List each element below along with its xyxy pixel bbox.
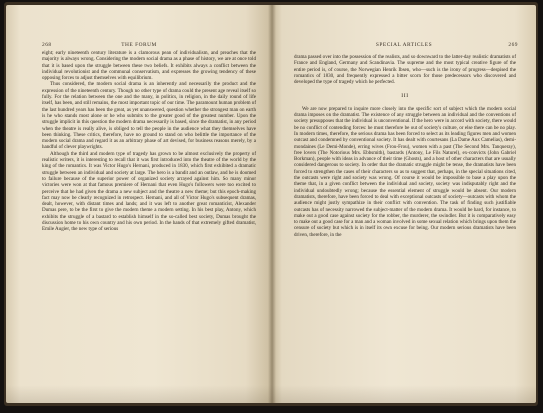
page-shadow [272,385,536,403]
open-book [4,2,538,406]
paragraph: drama passed over into the possession of the realists, and so downward to the latter-day realistic dramatists of France and England, Germany and Scandinavia. The supreme and the most typical creative figure of the entire period is, of course, the Norwegian Henrik Ibsen, who—such is the irony of progress—despised the romantics of 1830, and frequently expressed a bitter scorn for those predecessors who discovered and developed the type of tragedy which he perfected. [294,54,516,86]
left-page [6,5,272,403]
right-page-body [294,54,516,238]
section-heading: III [401,93,409,100]
left-page-number: 268 [42,42,52,48]
paragraph: Thus considered, the modern social drama is an inherently and necessarily the product and the expression of the nineteenth century. Though no other type of drama could the present age reveal itself so fully. For the relation between the one and the many, in politics, in religion, in the daily round of life itself, has been, and still remains, the most important topic of our time. The paramount human problem of the last hundred years has been the great, as yet unanswered, question whether the strongest man on earth is he who stands most alone or he who submits to the greater good of the greatest number. Upon the struggle implicit in this question the modern drama necessarily is based, since the dramatist, in any period when the theatre is really alive, is obliged to tell the people in the audience what they themselves have been thinking. These critics, therefore, have no ground to stand on who belittle the importance of the modern social drama and regard it as an arbitrary phase of art devised, for business reasons merely, by a handful of clever playwrights. [42,81,256,151]
right-running-head: SPECIAL ARTICLES [375,42,433,48]
right-page [272,5,536,403]
paragraph: We are now prepared to inquire more closely into the specific sort of subject which the modern social drama imposes on the dramatist. The existence of any struggle between an individual and the conventions of society presupposes that the individual is unconventional. If the hero were in accord with society, there would be no conflict of contending forces: he must therefore be out of society's culture, or else there can be no play. In modern times, therefore, the serious drama has been forced to select as its leading figures men and women outcast and condemned by conventional society. It has dealt with courtesans (La Dame Aux Camelias), demi-mondaines (Le Demi-Monde), erring wives (Frou-Frou), women with a past (The Second Mrs. Tanqueray), free lovers (The Notorious Mrs. Ebbsmith), bastards (Antony, Le Fils Naturel), ex-convicts (John Gabriel Borkman), people with ideas in advance of their time (Ghosts), and a host of other characters that are usually considered dangerous to society. In order that the dramatic struggle might be tense, the dramatists have been forced to strengthen the cases of their characters so as to suggest that, perhaps, in the special situations cited, the outcasts were right and society was wrong. Of course it would be impossible to base a play upon the theme that, in a given conflict between the individual and society, society was indisputably right and the individual undoubtedly wrong; because the essential element of struggle would be absent. Our modern dramatists, therefore, have been forced to deal with exceptional outcasts of society—outcasts with whom the audience might justly sympathize in their conflict with convention. The task of finding such justifiable outcasts has of necessity narrowed the subject-matter of the modern drama. It would be hard, for instance, to make out a good case against society for the robber, the murderer, the swindler. But it is comparatively easy to make out a good case for a man and a woman involved in some sexual relation which brings upon them the censure of society but which is in itself its own excuse for being. Our modern serious dramatists have been driven, therefore, in the [294,105,516,238]
left-running-head: THE FORUM [121,42,157,48]
left-page-body [42,50,256,233]
paragraph: eight; early nineteenth century literature is a clamorous pean of individualism, and preaches that the majority is always wrong. Considering the modern social drama as a phase of history, we are at once told that it is based upon the struggle between these two beliefs. It exhibits always a conflict between the individual revolutionist and the communal conservatism, and expresses the growing tendency of these opposing forces to adjust themselves with equilibrium. [42,50,256,82]
paragraph: Although the third and modern type of tragedy has grown to be almost exclusively the property of realistic writers, it is interesting to recall that it was first introduced into the theatre of the world by the king of the romantics. It was Victor Hugo's Hernani, produced in 1830, which first exhibited a dramatic struggle between an individual and society at large. The hero is a bandit and an outlaw, and he is doomed to failure because of the superior power of organized society arrayed against him. So many minor victories were won at that famous premiere of Hernani that even Hugo's followers were too excited to perceive that he had given the drama a new subject and the theatre a new theme; but this epoch-making fact may now be clearly recognized in retrospect. Hernani, and all of Victor Hugo's subsequent dramas, dealt, however, with distant times and lands; and it was left to another great romanticist, Alexander Dumas pere, to be the first to give the modern theme a modern setting. In his best play, Antony, which exhibits the struggle of a bastard to establish himself in the so-called best society, Dumas brought the discussion home to his own country and his own period. In the hands of that extremely gifted dramatist, Emile Augier, the new type of serious [42,150,256,233]
right-page-number: 269 [508,42,518,48]
page-shadow [6,385,272,403]
